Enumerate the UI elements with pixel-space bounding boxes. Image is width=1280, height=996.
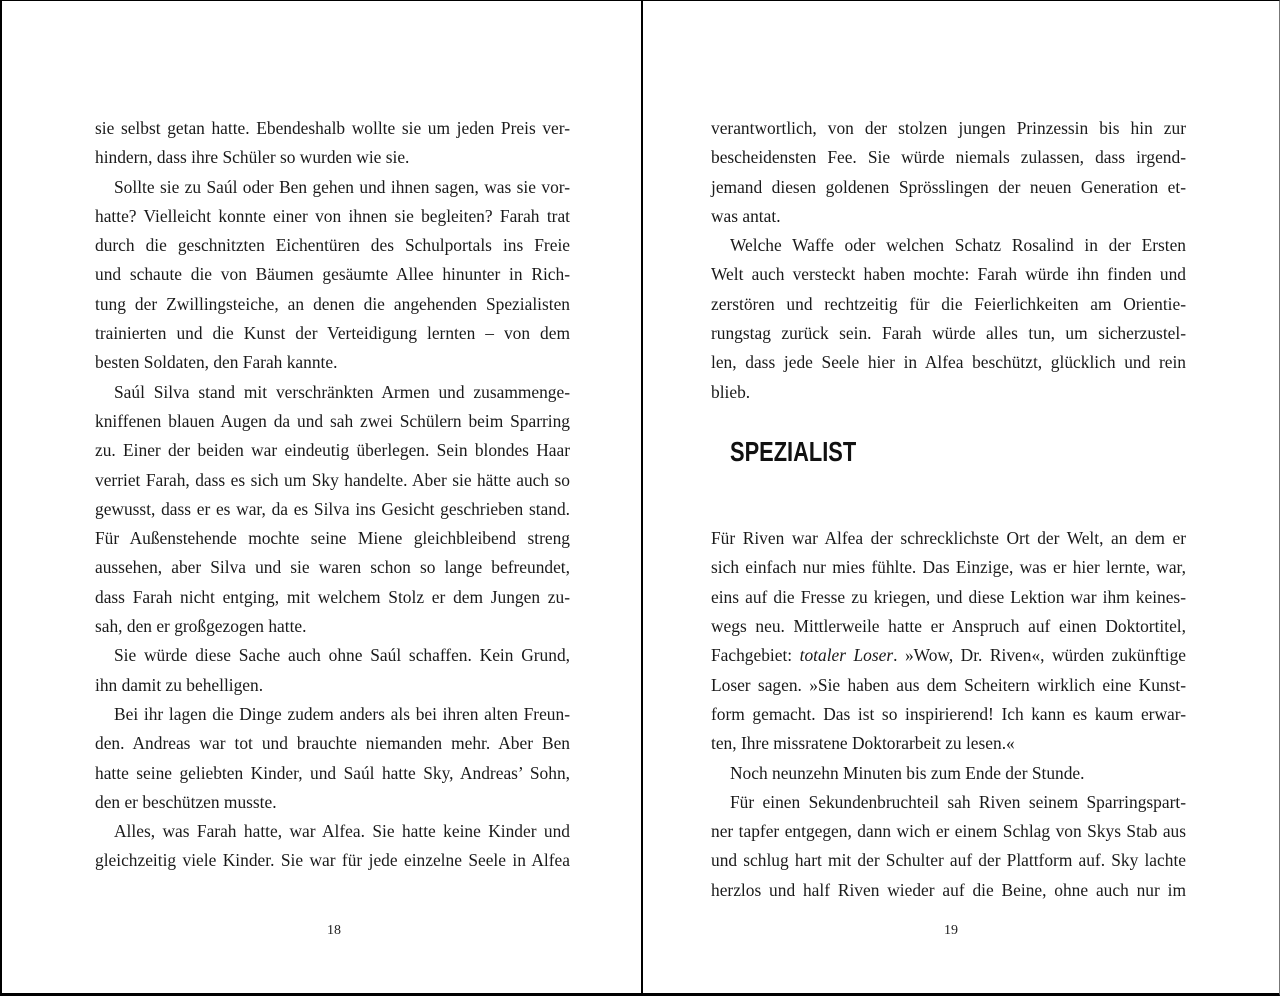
text-line: den er beschützen musste. [95, 791, 277, 812]
text-line: verantwortlich, von der stolzen jungen Prinzessin bis hin zur [711, 118, 1186, 138]
text-line: sich einfach nur mies fühlte. Das Einzige, was er hier lernte, war, [711, 557, 1186, 578]
text-line: form gemacht. Das ist so inspirierend! Ich kann es kaum erwar- [711, 703, 1186, 724]
text-line: was antat. [711, 205, 781, 226]
text-line: Für Riven war Alfea der schrecklichste Ort der Welt, an dem er [711, 528, 1186, 549]
text-line: aussehen, aber Silva und sie waren schon so lange befreundet, [95, 557, 570, 578]
left-page [2, 1, 642, 993]
text-line: gleichzeitig viele Kinder. Sie war für jede einzelne Seele in Alfea [95, 850, 570, 871]
text-line: hindern, dass ihre Schüler so wurden wie sie. [95, 147, 410, 168]
text-line: Fachgebiet: totaler Loser. »Wow, Dr. Riven«, würden zukünftige [711, 645, 1187, 666]
text-line: eins auf die Fresse zu kriegen, und diese Lektion war ihm keines- [711, 586, 1186, 607]
text-line: jemand diesen goldenen Sprösslingen der neuen Generation et- [711, 176, 1186, 197]
page-number-left: 18 [327, 923, 341, 938]
text-line: hatte? Vielleicht konnte einer von ihnen sie begleiten? Farah trat [95, 205, 570, 226]
text-line: durch die geschnitzten Eichentüren des Schulportals ins Freie [95, 235, 570, 256]
right-page-body [711, 114, 1186, 905]
text-line: blieb. [711, 381, 751, 402]
left-page-body [95, 114, 570, 876]
right-page [642, 1, 1280, 993]
section-heading: SPEZIALIST [730, 435, 857, 467]
text-line: sie selbst getan hatte. Ebendeshalb wollte sie um jeden Preis ver- [95, 118, 570, 138]
text-line: dass Farah nicht entging, mit welchem Stolz er dem Jungen zu- [95, 586, 570, 607]
text-line: Welt auch versteckt haben mochte: Farah würde ihn finden und [711, 264, 1186, 285]
text-line: rungstag zurück sein. Farah würde alles tun, um sicherzustel- [711, 323, 1186, 344]
section-heading-block [711, 407, 1186, 524]
text-line: trainierten und die Kunst der Verteidigung lernten – von dem [95, 323, 570, 344]
text-line: hatte seine geliebten Kinder, und Saúl hatte Sky, Andreas’ Sohn, [95, 762, 570, 783]
text-line: und schlug hart mit der Schulter auf der Plattform auf. Sky lachte [711, 850, 1186, 871]
text-line: zu. Einer der beiden war eindeutig überlegen. Sein blondes Haar [95, 440, 570, 461]
text-line: Sollte sie zu Saúl oder Ben gehen und ihnen sagen, was sie vor- [114, 176, 570, 197]
text-line: Loser sagen. »Sie haben aus dem Scheitern wirklich eine Kunst- [711, 674, 1186, 695]
text-line: len, dass jede Seele hier in Alfea beschützt, glücklich und rein [711, 352, 1186, 373]
text-line: Saúl Silva stand mit verschränkten Armen und zusammenge- [114, 381, 570, 402]
text-line: ten, Ihre missratene Doktorarbeit zu lesen.« [711, 733, 1015, 754]
text-line: den. Andreas war tot und brauchte niemanden mehr. Aber Ben [95, 733, 570, 754]
text-line: zerstören und rechtzeitig für die Feierlichkeiten am Orientie- [711, 293, 1186, 314]
page-number-right: 19 [944, 923, 958, 938]
text-line: tung der Zwillingsteiche, an denen die angehenden Spezialisten [95, 293, 570, 314]
text-line: Noch neunzehn Minuten bis zum Ende der Stunde. [730, 762, 1085, 783]
text-line: bescheidensten Fee. Sie würde niemals zulassen, dass irgend- [711, 147, 1186, 168]
text-line: herzlos und half Riven wieder auf die Beine, ohne auch nur im [711, 879, 1186, 900]
text-line: Alles, was Farah hatte, war Alfea. Sie hatte keine Kinder und [114, 821, 570, 842]
text-line: Welche Waffe oder welchen Schatz Rosalind in der Ersten [730, 235, 1186, 256]
text-line: Sie würde diese Sache auch ohne Saúl schaffen. Kein Grund, [114, 645, 570, 666]
text-line: ner tapfer entgegen, dann wich er einem Schlag von Skys Stab aus [711, 821, 1186, 842]
text-line: besten Soldaten, den Farah kannte. [95, 352, 338, 373]
text-line: Bei ihr lagen die Dinge zudem anders als bei ihren alten Freun- [114, 703, 570, 724]
text-line: und schaute die von Bäumen gesäumte Allee hinunter in Rich- [95, 264, 570, 285]
text-line: ihn damit zu behelligen. [95, 674, 264, 695]
text-line: Für einen Sekundenbruchteil sah Riven seinem Sparringspart- [730, 791, 1186, 812]
text-line: Für Außenstehende mochte seine Miene gleichbleibend streng [95, 528, 570, 549]
text-line: gewusst, dass er es war, da es Silva ins Gesicht geschrieben stand. [95, 498, 570, 519]
italic-phrase: totaler Loser [799, 645, 894, 666]
text-line: wegs neu. Mittlerweile hatte er Anspruch auf einen Doktortitel, [711, 616, 1186, 637]
text-line: kniffenen blauen Augen da und sah zwei Schülern beim Sparring [95, 410, 570, 431]
text-line: verriet Farah, dass es sich um Sky handelte. Aber sie hätte auch so [95, 469, 570, 490]
text-line: sah, den er großgezogen hatte. [95, 616, 307, 637]
